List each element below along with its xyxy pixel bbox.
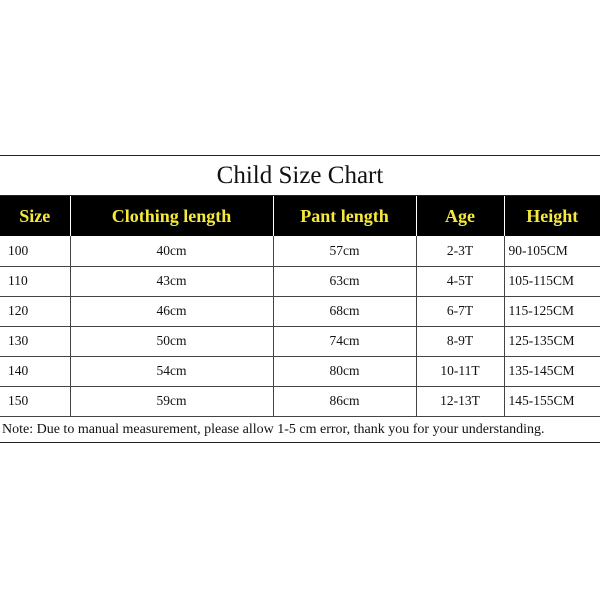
table-row bbox=[0, 326, 600, 356]
table-body bbox=[0, 236, 600, 416]
cell-age: 12-13T bbox=[416, 386, 504, 416]
cell-pant-length: 57cm bbox=[273, 236, 416, 266]
header-age: Age bbox=[416, 196, 504, 236]
table-row bbox=[0, 236, 600, 266]
table-row bbox=[0, 386, 600, 416]
header-row bbox=[0, 196, 600, 236]
cell-pant-length: 63cm bbox=[273, 266, 416, 296]
table-row bbox=[0, 266, 600, 296]
cell-height: 115-125CM bbox=[504, 296, 600, 326]
cell-age: 10-11T bbox=[416, 356, 504, 386]
cell-height: 105-115CM bbox=[504, 266, 600, 296]
chart-title: Child Size Chart bbox=[0, 156, 600, 196]
header-height: Height bbox=[504, 196, 600, 236]
header-clothing-length: Clothing length bbox=[70, 196, 273, 236]
cell-height: 145-155CM bbox=[504, 386, 600, 416]
table-row bbox=[0, 356, 600, 386]
cell-age: 8-9T bbox=[416, 326, 504, 356]
measurement-note: Note: Due to manual measurement, please allow 1-5 cm error, thank you for your understanding. bbox=[2, 421, 545, 437]
cell-pant-length: 80cm bbox=[273, 356, 416, 386]
cell-age: 2-3T bbox=[416, 236, 504, 266]
cell-height: 125-135CM bbox=[504, 326, 600, 356]
cell-height: 90-105CM bbox=[504, 236, 600, 266]
cell-size: 100 bbox=[0, 236, 70, 266]
cell-size: 140 bbox=[0, 356, 70, 386]
cell-age: 4-5T bbox=[416, 266, 504, 296]
header-size: Size bbox=[0, 196, 70, 236]
cell-size: 110 bbox=[0, 266, 70, 296]
cell-pant-length: 74cm bbox=[273, 326, 416, 356]
cell-clothing-length: 46cm bbox=[70, 296, 273, 326]
header-pant-length: Pant length bbox=[273, 196, 416, 236]
cell-pant-length: 68cm bbox=[273, 296, 416, 326]
cell-clothing-length: 50cm bbox=[70, 326, 273, 356]
table-header bbox=[0, 196, 600, 236]
cell-size: 130 bbox=[0, 326, 70, 356]
cell-age: 6-7T bbox=[416, 296, 504, 326]
size-chart bbox=[0, 155, 600, 443]
cell-pant-length: 86cm bbox=[273, 386, 416, 416]
cell-clothing-length: 43cm bbox=[70, 266, 273, 296]
cell-size: 150 bbox=[0, 386, 70, 416]
cell-clothing-length: 40cm bbox=[70, 236, 273, 266]
cell-size: 120 bbox=[0, 296, 70, 326]
cell-clothing-length: 59cm bbox=[70, 386, 273, 416]
table-row bbox=[0, 296, 600, 326]
size-table bbox=[0, 196, 600, 417]
cell-height: 135-145CM bbox=[504, 356, 600, 386]
cell-clothing-length: 54cm bbox=[70, 356, 273, 386]
